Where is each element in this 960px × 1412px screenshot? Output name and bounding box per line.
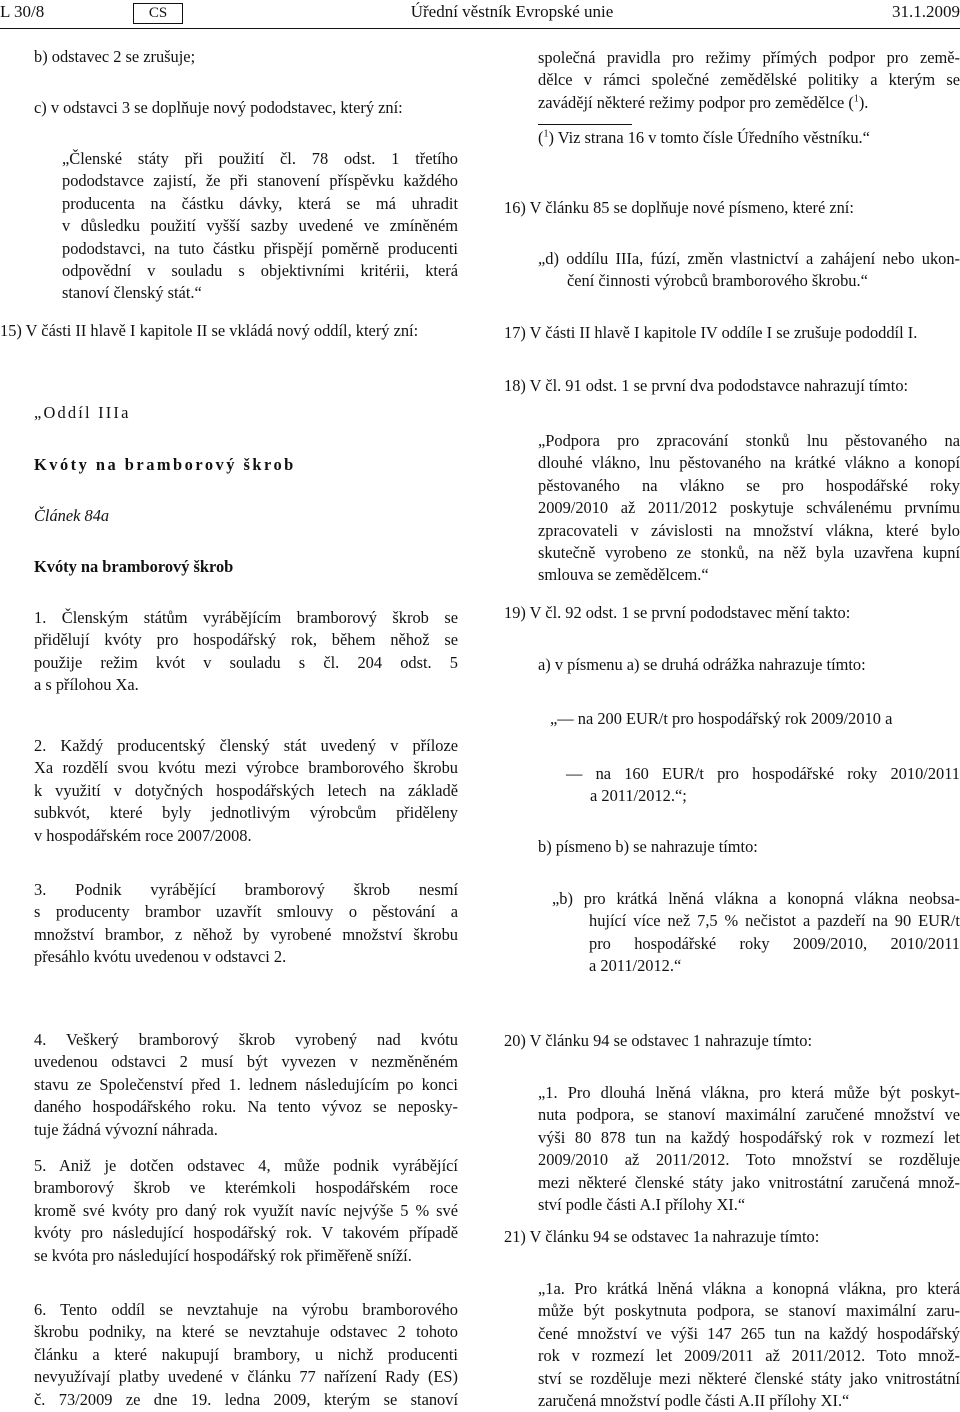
item-20-quote: „1. Pro dlouhá lněná vlákna, pro která může být poskyt- nuta podpora, se stanoví maximální zaručené množství ve výši 80 878 tun na každý hospodářský rok v rozmezí let 2009/2010 až 2011/2012. Toto množství se rozděluje mezi některé členské státy jako vnitrostátní zaručená množ- ství podle části A.I přílohy XI.“ (538, 1083, 960, 1215)
item-19a-dash-1: „— na 200 EUR/t pro hospodářský rok 2009/2010 a (550, 709, 893, 728)
paragraph-4: 4. Veškerý bramborový škrob vyrobený nad kvótu uvedenou odstavci 2 musí být vyvezen v nezměněném stavu ze Společenství před 1. lednem následujícím po konci daného hospodářského roku. Na tento vývoz se neposky- tuje žádná vývozní náhrada. (34, 1030, 458, 1139)
footnote: ($^1$) Viz strana 16 v tomto čísle Úředního věstníku.“ (538, 128, 870, 147)
item-21: 21) V článku 94 se odstavec 1a nahrazuje tímto: (504, 1227, 820, 1246)
section-title: Kvóty na bramborový škrob (34, 455, 296, 474)
article-title: Kvóty na bramborový škrob (34, 557, 234, 576)
paragraph-2: 2. Každý producentský členský stát uvedený v příloze Xa rozdělí svou kvótu mezi výrobce bramborového škrobu k využití v dotyčných hospodářských letech na základě subkvót, které byly jednotlivým výrobcům přiděleny v hospodářském roce 2007/2008. (34, 736, 458, 845)
item-16-quote: „d) oddílu IIIa, fúzí, změn vlastnictví a zahájení nebo ukon- čení činnosti výrobců bramborového škrobu.“ (538, 249, 960, 291)
item-17: 17) V části II hlavě I kapitole IV oddíle I se zrušuje pododdíl I. (504, 323, 918, 342)
regulation-continuation: společná pravidla pro režimy přímých podpor pro země- dělce v rámci společné zemědělské politiky a kterým se zavádějí některé režimy podpor pro zemědělce ($^1$). (538, 48, 960, 112)
paragraph-3: 3. Podnik vyrábějící bramborový škrob nesmí s producenty brambor uzavřít smlouvy o pěstování a množství brambor, z něhož by vyrobené množství škrobu přesáhlo kvótu uvedenou v odstavci 2. (34, 880, 458, 967)
item-16: 16) V článku 85 se doplňuje nové písmeno, které zní: (504, 198, 854, 217)
quote-c: „Členské státy při použití čl. 78 odst. 1 třetího pododstavce zajistí, že při stanovení příspěvku každého producenta na částku dávky, která se má uhradit v důsledku použití vyšší sazby uvedené ve zmíněném pododstavci, na tuto částku přispějí poměrně producenti odpovědní v souladu s objektivními kritérii, která stanoví členský stát.“ (62, 149, 458, 303)
journal-title: Úřední věstník Evropské unie (410, 2, 614, 21)
item-19: 19) V čl. 92 odst. 1 se první pododstavec mění takto: (504, 603, 851, 622)
item-20: 20) V článku 94 se odstavec 1 nahrazuje tímto: (504, 1031, 813, 1050)
publication-date: 31.1.2009 (892, 2, 960, 21)
section-label: „Oddíl IIIa (34, 403, 131, 422)
item-19b: b) písmeno b) se nahrazuje tímto: (538, 837, 758, 856)
item-18: 18) V čl. 91 odst. 1 se první dva pododstavce nahrazují tímto: (504, 376, 909, 395)
language-badge: CS (133, 3, 183, 24)
item-21-quote: „1a. Pro krátká lněná vlákna a konopná vlákna, pro která může být poskytnuta podpora, se stanoví maximální zaru- čené množství ve výši 147 265 tun na každý hospodářský rok v rozmezí let 2009/2011 až 2011/2012. Toto množ- ství se rozděluje mezi některé členské státy jako vnitrostátní zaručená množství podle části A.II přílohy XI.“ (538, 1279, 960, 1411)
page-number: L 30/8 (0, 2, 45, 21)
footnote-ref: 1 (853, 93, 859, 105)
item-19a-dash-2: — na 160 EUR/t pro hospodářské roky 2010/2011 a 2011/2012.“; (566, 764, 960, 806)
item-19a: a) v písmenu a) se druhá odrážka nahrazuje tímto: (538, 655, 866, 674)
paragraph-1: 1. Členským státům vyrábějícím bramborový škrob se přidělují kvóty pro hospodářský rok, během něhož se použije režim kvót v souladu s čl. 204 odst. 5 a s přílohou Xa. (34, 608, 458, 695)
header-rule (0, 28, 960, 29)
item-18-quote: „Podpora pro zpracování stonků lnu pěstovaného na dlouhé vlákno, lnu pěstovaného na krátké vlákno a konopí pěstovaného na vlákno se pro hospodářské roky 2009/2010 až 2011/2012 poskytuje schválenému prvnímu zpracovateli v závislosti na množství vlákna, které bylo skutečně vyrobeno ze stonků, na něž byla uzavřena kupní smlouva se zemědělcem.“ (538, 431, 960, 585)
item-c: c) v odstavci 3 se doplňuje nový pododstavec, který zní: (34, 98, 403, 117)
article-label: Článek 84a (34, 506, 110, 525)
item-15: 15) V části II hlavě I kapitole II se vkládá nový oddíl, který zní: (0, 321, 419, 340)
paragraph-5: 5. Aniž je dotčen odstavec 4, může podnik vyrábějící bramborový škrob ve kterémkoli hospodářském roce kromě své kvóty pro daný rok využít navíc nejvýše 5 % své kvóty pro následující hospodářský rok. V takovém případě se kvóta pro následující hospodářský rok přiměřeně sníží. (34, 1156, 458, 1265)
footnote-rule (538, 124, 632, 125)
paragraph-6: 6. Tento oddíl se nevztahuje na výrobu bramborového škrobu podniky, na které se nevztahuje odstavec 2 tohoto článku a které nakupují brambory, u nichž producenti nevyužívají platby uvedené v článku 77 nařízení Rady (ES) č. 73/2009 ze dne 19. ledna 2009, kterým se stanoví (34, 1300, 458, 1409)
item-b: b) odstavec 2 se zrušuje; (34, 47, 196, 66)
item-19b-quote: „b) pro krátká lněná vlákna a konopná vlákna neobsa- hující více než 7,5 % nečistot a pazdeří na 90 EUR/t pro hospodářské roky 2009/2010, 2010/2011 a 2011/2012.“ (552, 889, 960, 976)
